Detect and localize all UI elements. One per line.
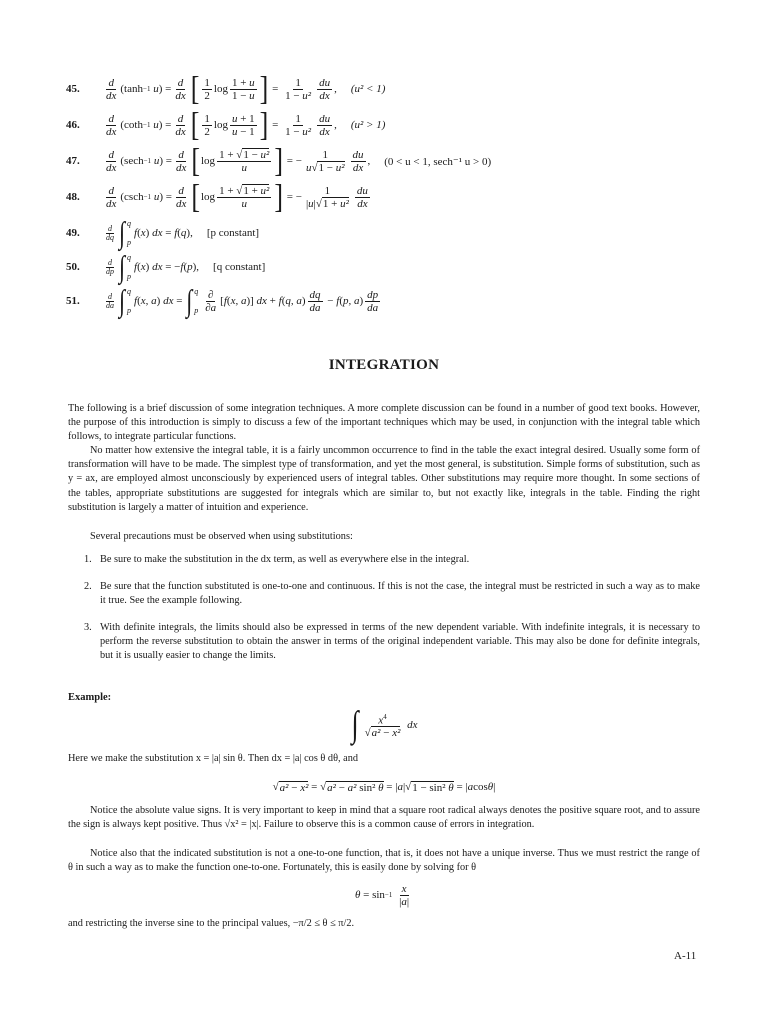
formula-condition: [p constant]	[206, 227, 260, 239]
intro-paragraph-1: The following is a brief discussion of some integration techniques. A more complete discussion can be found in a number of good text books. However, the purpose of this introduction is simply to discuss a few of the important techniques which may be used, in conjunction with the integral table which follows, to integrate particular functions.	[68, 403, 700, 443]
formula-expression: $\frac{d}{dq}$ ∫ q p f ( x ) dx = f ( q ), [p constant]	[106, 214, 260, 250]
intro-paragraph-2: No matter how extensive the integral table, it is a fairly uncommon occurrence to find in the table the exact integral desired. Usually some form of transformation will have to be made. The simplest type of transformation, and yet the most general, is substitution. Simple forms of substitution, such as y = ax, are employed almost unconsciously by experienced users of integral tables. Other substitutions may require more thought. In some sections of the tables, appropriate substitutions are suggested for integrals which are similar to, but not exactly like, integrals in the table. Finding the right substitution is largely a matter of intuition and experience.	[68, 445, 700, 513]
formula-number: 51.	[66, 295, 80, 307]
formula-number: 48.	[66, 191, 80, 203]
one-to-one-paragraph: Notice also that the indicated substitution is not a one-to-one function, that is, it does not have a unique inverse. Thus we must restrict the range of θ in such a way as to make the function one-to-one. Fortunately, this is easily done by solving for θ	[68, 848, 700, 874]
formula-number: 47.	[66, 155, 80, 167]
formula-expression: $\frac{d}{da}$ ∫ q p f ( x, a ) dx = ∫ q p $\frac{\partial}{\partial a}$ [ f ( x, a )] dx + f ( q, a ) $\frac{dq}{da}$ − f ( p, a ) $\frac{dp}{da}$	[106, 282, 379, 318]
formula-expression: $\frac{d}{dx}$ (tanh −1 u ) = $\frac{d}{dx}$ [ $\frac{1}{2}$ log $\frac{1 + u}{1 - u}$ ] = $\frac{1}{\text{1 − u²}}$ $\frac{du}{dx}$ , (u² < 1)	[106, 69, 386, 108]
list-item: 2. Be sure that the function substituted is one-to-one and continuous. If this is not the case, the integral must be restricted in such a way as to make it true. See the example following.	[84, 581, 700, 607]
list-item: 1. Be sure to make the substitution in the dx term, as well as everywhere else in the integral.	[84, 554, 470, 565]
formula-condition: (u² > 1)	[350, 119, 386, 131]
formula-expression: $\frac{d}{dx}$ (coth −1 u ) = $\frac{d}{dx}$ [ $\frac{1}{2}$ log $\frac{u + 1}{u - 1}$ ] = $\frac{1}{\text{1 − u²}}$ $\frac{du}{dx}$ , (u² > 1)	[106, 105, 386, 144]
absolute-value-paragraph: Notice the absolute value signs. It is very important to keep in mind that a square root radical always denotes the positive square root, and to assure the sign is always kept positive. Thus √x² = |x|. Failure to observe this is a common cause of errors in integration.	[68, 805, 700, 831]
formula-expression: $\frac{d}{dp}$ ∫ q p f ( x ) dx = − f ( p ), [q constant]	[106, 248, 266, 284]
formula-condition: (0 < u < 1, sech⁻¹ u > 0)	[384, 155, 492, 168]
example-label: Example:	[68, 692, 112, 703]
formula-number: 50.	[66, 261, 80, 273]
formula-number: 49.	[66, 227, 80, 239]
page-number: A-11	[674, 950, 697, 962]
section-heading: INTEGRATION	[328, 357, 440, 373]
example-integral: ∫ $\frac{x^4}{\text{√a² − x²}}$ dx	[351, 704, 418, 745]
formula-number: 45.	[66, 83, 80, 95]
formula-number: 46.	[66, 119, 80, 131]
substitution-text: Here we make the substitution x = |a| sin θ. Then dx = |a| cos θ dθ, and	[68, 753, 359, 764]
list-item: 3. With definite integrals, the limits should also be expressed in terms of the new dependent variable. With indefinite integrals, it is necessary to perform the reverse substitution to obtain the answer in terms of the original independent variable. This may also be done for definite integrals, but it is usually easier to change the limits.	[84, 622, 700, 662]
formula-condition: (u² < 1)	[350, 83, 386, 95]
substitution-identity: √ a² − x² = √ a² − a² sin² θ = | a |√ 1 − sin² θ = | a cos θ |	[272, 781, 496, 794]
formula-condition: [q constant]	[213, 261, 266, 273]
principal-values-text: and restricting the inverse sine to the principal values, −π/2 ≤ θ ≤ π/2.	[68, 918, 355, 929]
intro-paragraph-3: Several precautions must be observed when using substitutions:	[90, 531, 353, 542]
theta-equation: θ = sin −1 $\frac{x}{|a|}$	[354, 882, 410, 908]
formula-expression: $\frac{d}{dx}$ (csch −1 u ) = $\frac{d}{dx}$ [ log $\frac{\text{1 + √1 + u²}}{u}$ ] = − $\frac{1}{\text{|u|√1 + u²}}$ $\frac{du}{dx}$	[106, 177, 368, 216]
formula-expression: $\frac{d}{dx}$ (sech −1 u ) = $\frac{d}{dx}$ [ log $\frac{\text{1 + √1 − u²}}{u}$ ] = − $\frac{1}{\text{u√1 − u²}}$ $\frac{du}{dx}$ , (0 < u < 1, sech⁻¹ u > 0)	[106, 141, 492, 180]
